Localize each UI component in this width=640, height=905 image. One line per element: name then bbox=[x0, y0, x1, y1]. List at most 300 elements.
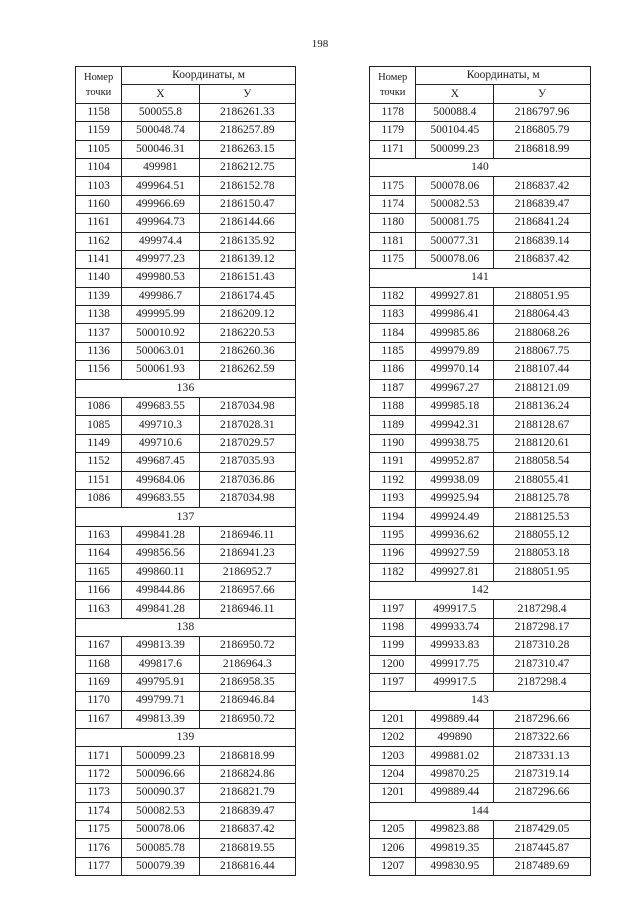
table-row bbox=[76, 581, 296, 599]
x-coordinate-cell: 499917.5 bbox=[416, 600, 494, 618]
point-number-header bbox=[76, 67, 122, 104]
x-coordinate-cell: 499985.86 bbox=[416, 324, 494, 342]
table-row bbox=[370, 600, 591, 618]
y-coordinate-cell: 2186819.55 bbox=[199, 839, 295, 857]
x-header: Х bbox=[122, 85, 199, 103]
x-coordinate-cell: 499938.75 bbox=[416, 434, 494, 452]
table-row bbox=[370, 177, 591, 195]
x-coordinate-cell: 500079.39 bbox=[122, 857, 199, 875]
y-coordinate-cell: 2188068.26 bbox=[494, 324, 591, 342]
x-coordinate-cell: 500099.23 bbox=[416, 140, 494, 158]
x-coordinate-cell: 499986.41 bbox=[416, 306, 494, 324]
x-coordinate-cell: 499980.53 bbox=[122, 269, 199, 287]
x-coordinate-cell: 500082.53 bbox=[416, 195, 494, 213]
point-number-header-line2: точки bbox=[85, 86, 112, 98]
y-coordinate-cell: 2188120.61 bbox=[494, 434, 591, 452]
table-row bbox=[76, 471, 296, 489]
y-coordinate-cell: 2186964.3 bbox=[199, 655, 295, 673]
table-row bbox=[76, 250, 296, 268]
x-coordinate-cell: 499813.39 bbox=[122, 637, 199, 655]
table-row bbox=[370, 545, 591, 563]
table-row bbox=[370, 765, 591, 783]
y-coordinate-cell: 2186816.44 bbox=[199, 857, 295, 875]
y-coordinate-cell: 2186818.99 bbox=[494, 140, 591, 158]
x-coordinate-cell: 499936.62 bbox=[416, 526, 494, 544]
x-coordinate-cell: 499924.49 bbox=[416, 508, 494, 526]
y-header: У bbox=[199, 85, 295, 103]
point-number-cell: 1169 bbox=[76, 673, 122, 691]
x-coordinate-cell: 499856.56 bbox=[122, 545, 199, 563]
x-coordinate-cell: 500078.06 bbox=[416, 177, 494, 195]
point-number-cell: 1206 bbox=[370, 839, 416, 857]
section-row bbox=[76, 618, 296, 636]
y-coordinate-cell: 2186257.89 bbox=[199, 122, 295, 140]
table-row bbox=[370, 637, 591, 655]
y-coordinate-cell: 2186837.42 bbox=[494, 250, 591, 268]
section-number: 143 bbox=[370, 692, 591, 710]
x-coordinate-cell: 499687.45 bbox=[122, 453, 199, 471]
table-row bbox=[76, 361, 296, 379]
point-number-cell: 1201 bbox=[370, 710, 416, 728]
point-number-cell: 1196 bbox=[370, 545, 416, 563]
point-number-cell: 1086 bbox=[76, 489, 122, 507]
table-row bbox=[370, 526, 591, 544]
x-coordinate-cell: 499881.02 bbox=[416, 747, 494, 765]
point-number-cell: 1187 bbox=[370, 379, 416, 397]
y-header: У bbox=[494, 85, 591, 103]
point-number-cell: 1160 bbox=[76, 195, 122, 213]
table-row bbox=[76, 673, 296, 691]
x-coordinate-cell: 499933.74 bbox=[416, 618, 494, 636]
section-number: 139 bbox=[76, 729, 296, 747]
x-coordinate-cell: 500082.53 bbox=[122, 802, 199, 820]
y-coordinate-cell: 2187429.05 bbox=[494, 821, 591, 839]
table-row bbox=[370, 416, 591, 434]
x-coordinate-cell: 500048.74 bbox=[122, 122, 199, 140]
point-number-cell: 1163 bbox=[76, 600, 122, 618]
x-coordinate-cell: 499830.95 bbox=[416, 857, 494, 875]
y-coordinate-cell: 2188125.78 bbox=[494, 489, 591, 507]
point-number-cell: 1185 bbox=[370, 342, 416, 360]
y-coordinate-cell: 2186144.66 bbox=[199, 214, 295, 232]
x-coordinate-cell: 500055.8 bbox=[122, 103, 199, 121]
table-row bbox=[370, 140, 591, 158]
y-coordinate-cell: 2186262.59 bbox=[199, 361, 295, 379]
y-coordinate-cell: 2186261.33 bbox=[199, 103, 295, 121]
y-coordinate-cell: 2188064.43 bbox=[494, 306, 591, 324]
x-coordinate-cell: 499817.6 bbox=[122, 655, 199, 673]
x-coordinate-cell: 499927.59 bbox=[416, 545, 494, 563]
section-row bbox=[370, 158, 591, 176]
y-coordinate-cell: 2186220.53 bbox=[199, 324, 295, 342]
x-coordinate-cell: 499823.88 bbox=[416, 821, 494, 839]
table-row bbox=[370, 122, 591, 140]
x-coordinate-cell: 500078.06 bbox=[122, 821, 199, 839]
point-number-cell: 1193 bbox=[370, 489, 416, 507]
point-number-cell: 1172 bbox=[76, 765, 122, 783]
point-number-cell: 1179 bbox=[370, 122, 416, 140]
point-number-header bbox=[370, 67, 416, 104]
table-row bbox=[76, 398, 296, 416]
y-coordinate-cell: 2186174.45 bbox=[199, 287, 295, 305]
table-row bbox=[76, 269, 296, 287]
point-number-cell: 1166 bbox=[76, 581, 122, 599]
point-number-cell: 1198 bbox=[370, 618, 416, 636]
y-coordinate-cell: 2187310.28 bbox=[494, 637, 591, 655]
point-number-cell: 1140 bbox=[76, 269, 122, 287]
table-row bbox=[76, 140, 296, 158]
point-number-cell: 1192 bbox=[370, 471, 416, 489]
y-coordinate-cell: 2186150.47 bbox=[199, 195, 295, 213]
point-number-cell: 1175 bbox=[370, 250, 416, 268]
table-row bbox=[370, 508, 591, 526]
section-row bbox=[370, 269, 591, 287]
table-row bbox=[76, 195, 296, 213]
point-number-cell: 1200 bbox=[370, 655, 416, 673]
y-coordinate-cell: 2187034.98 bbox=[199, 489, 295, 507]
y-coordinate-cell: 2186952.7 bbox=[199, 563, 295, 581]
table-row bbox=[76, 214, 296, 232]
point-number-cell: 1195 bbox=[370, 526, 416, 544]
point-number-cell: 1173 bbox=[76, 784, 122, 802]
table-row bbox=[76, 342, 296, 360]
x-coordinate-cell: 499710.6 bbox=[122, 434, 199, 452]
table-row bbox=[76, 232, 296, 250]
y-coordinate-cell: 2186139.12 bbox=[199, 250, 295, 268]
x-coordinate-cell: 499889.44 bbox=[416, 784, 494, 802]
x-coordinate-cell: 499819.35 bbox=[416, 839, 494, 857]
y-coordinate-cell: 2186839.14 bbox=[494, 232, 591, 250]
x-coordinate-cell: 499844.86 bbox=[122, 581, 199, 599]
point-number-cell: 1202 bbox=[370, 729, 416, 747]
point-number-cell: 1191 bbox=[370, 453, 416, 471]
y-coordinate-cell: 2188067.75 bbox=[494, 342, 591, 360]
table-row bbox=[370, 287, 591, 305]
table-row bbox=[76, 692, 296, 710]
table-row bbox=[370, 857, 591, 875]
point-number-cell: 1103 bbox=[76, 177, 122, 195]
coordinates-header: Координаты, м bbox=[122, 67, 296, 85]
y-coordinate-cell: 2188055.12 bbox=[494, 526, 591, 544]
point-number-cell: 1180 bbox=[370, 214, 416, 232]
table-row bbox=[370, 379, 591, 397]
point-number-cell: 1203 bbox=[370, 747, 416, 765]
x-coordinate-cell: 499683.55 bbox=[122, 398, 199, 416]
table-row bbox=[76, 765, 296, 783]
x-coordinate-cell: 500046.31 bbox=[122, 140, 199, 158]
y-coordinate-cell: 2188107.44 bbox=[494, 361, 591, 379]
x-coordinate-cell: 499952.87 bbox=[416, 453, 494, 471]
y-coordinate-cell: 2187036.86 bbox=[199, 471, 295, 489]
x-coordinate-cell: 500096.66 bbox=[122, 765, 199, 783]
y-coordinate-cell: 2186837.42 bbox=[494, 177, 591, 195]
x-coordinate-cell: 499799.71 bbox=[122, 692, 199, 710]
y-coordinate-cell: 2186946.11 bbox=[199, 600, 295, 618]
point-number-cell: 1167 bbox=[76, 637, 122, 655]
y-coordinate-cell: 2187296.66 bbox=[494, 710, 591, 728]
point-number-cell: 1176 bbox=[76, 839, 122, 857]
y-coordinate-cell: 2186152.78 bbox=[199, 177, 295, 195]
table-row bbox=[370, 195, 591, 213]
point-number-cell: 1151 bbox=[76, 471, 122, 489]
y-coordinate-cell: 2186950.72 bbox=[199, 710, 295, 728]
x-coordinate-cell: 500104.45 bbox=[416, 122, 494, 140]
x-coordinate-cell: 499683.55 bbox=[122, 489, 199, 507]
point-number-cell: 1184 bbox=[370, 324, 416, 342]
point-number-cell: 1181 bbox=[370, 232, 416, 250]
table-row bbox=[370, 453, 591, 471]
y-coordinate-cell: 2186135.92 bbox=[199, 232, 295, 250]
point-number-cell: 1105 bbox=[76, 140, 122, 158]
section-row bbox=[370, 581, 591, 599]
y-coordinate-cell: 2186805.79 bbox=[494, 122, 591, 140]
table-row bbox=[370, 232, 591, 250]
x-coordinate-cell: 500078.06 bbox=[416, 250, 494, 268]
x-coordinate-cell: 499889.44 bbox=[416, 710, 494, 728]
point-number-cell: 1194 bbox=[370, 508, 416, 526]
x-header: Х bbox=[416, 85, 494, 103]
x-coordinate-cell: 499974.4 bbox=[122, 232, 199, 250]
section-row bbox=[370, 802, 591, 820]
y-coordinate-cell: 2186946.11 bbox=[199, 526, 295, 544]
x-coordinate-cell: 499925.94 bbox=[416, 489, 494, 507]
table-row bbox=[370, 747, 591, 765]
table-row bbox=[370, 324, 591, 342]
point-number-cell: 1186 bbox=[370, 361, 416, 379]
point-number-cell: 1183 bbox=[370, 306, 416, 324]
y-coordinate-cell: 2186950.72 bbox=[199, 637, 295, 655]
table-row bbox=[76, 526, 296, 544]
y-coordinate-cell: 2186941.23 bbox=[199, 545, 295, 563]
x-coordinate-cell: 500085.78 bbox=[122, 839, 199, 857]
y-coordinate-cell: 2187310.47 bbox=[494, 655, 591, 673]
table-row bbox=[76, 802, 296, 820]
y-coordinate-cell: 2186151.43 bbox=[199, 269, 295, 287]
point-number-cell: 1197 bbox=[370, 673, 416, 691]
x-coordinate-cell: 499985.18 bbox=[416, 398, 494, 416]
point-number-cell: 1136 bbox=[76, 342, 122, 360]
x-coordinate-cell: 500090.37 bbox=[122, 784, 199, 802]
x-coordinate-cell: 499964.73 bbox=[122, 214, 199, 232]
coordinates-table-right bbox=[369, 66, 591, 876]
table-row bbox=[370, 361, 591, 379]
x-coordinate-cell: 499927.81 bbox=[416, 287, 494, 305]
y-coordinate-cell: 2187029.57 bbox=[199, 434, 295, 452]
point-number-cell: 1165 bbox=[76, 563, 122, 581]
y-coordinate-cell: 2187298.4 bbox=[494, 673, 591, 691]
section-number: 142 bbox=[370, 581, 591, 599]
coordinates-table-left bbox=[75, 66, 296, 876]
table-row bbox=[76, 655, 296, 673]
y-coordinate-cell: 2186209.12 bbox=[199, 306, 295, 324]
point-number-cell: 1159 bbox=[76, 122, 122, 140]
y-coordinate-cell: 2186212.75 bbox=[199, 158, 295, 176]
table-row bbox=[76, 434, 296, 452]
y-coordinate-cell: 2187319.14 bbox=[494, 765, 591, 783]
table-row bbox=[76, 158, 296, 176]
table-row bbox=[76, 416, 296, 434]
y-coordinate-cell: 2187035.93 bbox=[199, 453, 295, 471]
point-number-cell: 1182 bbox=[370, 563, 416, 581]
section-number: 138 bbox=[76, 618, 296, 636]
point-number-cell: 1205 bbox=[370, 821, 416, 839]
x-coordinate-cell: 499986.7 bbox=[122, 287, 199, 305]
x-coordinate-cell: 499995.99 bbox=[122, 306, 199, 324]
point-number-cell: 1189 bbox=[370, 416, 416, 434]
x-coordinate-cell: 499967.27 bbox=[416, 379, 494, 397]
point-number-cell: 1163 bbox=[76, 526, 122, 544]
point-number-cell: 1177 bbox=[76, 857, 122, 875]
table-row bbox=[370, 729, 591, 747]
table-row bbox=[370, 471, 591, 489]
table-row bbox=[76, 821, 296, 839]
point-number-cell: 1086 bbox=[76, 398, 122, 416]
table-row bbox=[76, 453, 296, 471]
point-number-cell: 1188 bbox=[370, 398, 416, 416]
x-coordinate-cell: 499927.81 bbox=[416, 563, 494, 581]
table-row bbox=[76, 103, 296, 121]
section-number: 144 bbox=[370, 802, 591, 820]
point-number-cell: 1190 bbox=[370, 434, 416, 452]
point-number-cell: 1149 bbox=[76, 434, 122, 452]
y-coordinate-cell: 2186263.15 bbox=[199, 140, 295, 158]
table-row bbox=[76, 122, 296, 140]
y-coordinate-cell: 2186797.96 bbox=[494, 103, 591, 121]
table-row bbox=[370, 250, 591, 268]
table-row bbox=[370, 784, 591, 802]
x-coordinate-cell: 499860.11 bbox=[122, 563, 199, 581]
x-coordinate-cell: 500061.93 bbox=[122, 361, 199, 379]
point-number-cell: 1156 bbox=[76, 361, 122, 379]
point-number-cell: 1174 bbox=[370, 195, 416, 213]
x-coordinate-cell: 500010.92 bbox=[122, 324, 199, 342]
y-coordinate-cell: 2186839.47 bbox=[494, 195, 591, 213]
y-coordinate-cell: 2186837.42 bbox=[199, 821, 295, 839]
section-number: 140 bbox=[370, 158, 591, 176]
x-coordinate-cell: 499890 bbox=[416, 729, 494, 747]
point-number-cell: 1139 bbox=[76, 287, 122, 305]
point-number-cell: 1085 bbox=[76, 416, 122, 434]
point-number-cell: 1207 bbox=[370, 857, 416, 875]
x-coordinate-cell: 499933.83 bbox=[416, 637, 494, 655]
x-coordinate-cell: 499977.23 bbox=[122, 250, 199, 268]
x-coordinate-cell: 499684.06 bbox=[122, 471, 199, 489]
x-coordinate-cell: 500063.01 bbox=[122, 342, 199, 360]
x-coordinate-cell: 499966.69 bbox=[122, 195, 199, 213]
y-coordinate-cell: 2187298.17 bbox=[494, 618, 591, 636]
point-number-cell: 1162 bbox=[76, 232, 122, 250]
section-number: 136 bbox=[76, 379, 296, 397]
y-coordinate-cell: 2188128.67 bbox=[494, 416, 591, 434]
table-row bbox=[370, 306, 591, 324]
point-number-cell: 1137 bbox=[76, 324, 122, 342]
table-row bbox=[76, 857, 296, 875]
y-coordinate-cell: 2186839.47 bbox=[199, 802, 295, 820]
point-number-cell: 1170 bbox=[76, 692, 122, 710]
y-coordinate-cell: 2188055.41 bbox=[494, 471, 591, 489]
table-row bbox=[76, 287, 296, 305]
table-row bbox=[370, 489, 591, 507]
point-number-cell: 1175 bbox=[370, 177, 416, 195]
x-coordinate-cell: 499795.91 bbox=[122, 673, 199, 691]
x-coordinate-cell: 500099.23 bbox=[122, 747, 199, 765]
page-number: 198 bbox=[311, 38, 329, 50]
y-coordinate-cell: 2188125.53 bbox=[494, 508, 591, 526]
table-row bbox=[370, 618, 591, 636]
point-number-cell: 1197 bbox=[370, 600, 416, 618]
y-coordinate-cell: 2186818.99 bbox=[199, 747, 295, 765]
x-coordinate-cell: 500081.75 bbox=[416, 214, 494, 232]
point-number-cell: 1138 bbox=[76, 306, 122, 324]
table-row bbox=[76, 177, 296, 195]
point-number-cell: 1104 bbox=[76, 158, 122, 176]
section-number: 137 bbox=[76, 508, 296, 526]
y-coordinate-cell: 2186946.84 bbox=[199, 692, 295, 710]
table-row bbox=[370, 710, 591, 728]
table-row bbox=[76, 839, 296, 857]
table-row bbox=[370, 563, 591, 581]
point-number-cell: 1171 bbox=[76, 747, 122, 765]
y-coordinate-cell: 2187298.4 bbox=[494, 600, 591, 618]
x-coordinate-cell: 499981 bbox=[122, 158, 199, 176]
x-coordinate-cell: 499841.28 bbox=[122, 600, 199, 618]
table-row bbox=[370, 103, 591, 121]
y-coordinate-cell: 2187034.98 bbox=[199, 398, 295, 416]
point-number-cell: 1171 bbox=[370, 140, 416, 158]
y-coordinate-cell: 2186821.79 bbox=[199, 784, 295, 802]
y-coordinate-cell: 2186958.35 bbox=[199, 673, 295, 691]
table-row bbox=[76, 637, 296, 655]
x-coordinate-cell: 500088.4 bbox=[416, 103, 494, 121]
point-number-cell: 1174 bbox=[76, 802, 122, 820]
x-coordinate-cell: 499938.09 bbox=[416, 471, 494, 489]
table-row bbox=[76, 324, 296, 342]
point-number-cell: 1158 bbox=[76, 103, 122, 121]
point-number-cell: 1141 bbox=[76, 250, 122, 268]
y-coordinate-cell: 2188121.09 bbox=[494, 379, 591, 397]
y-coordinate-cell: 2187489.69 bbox=[494, 857, 591, 875]
x-coordinate-cell: 499942.31 bbox=[416, 416, 494, 434]
table-row bbox=[76, 306, 296, 324]
y-coordinate-cell: 2187331.13 bbox=[494, 747, 591, 765]
x-coordinate-cell: 500077.31 bbox=[416, 232, 494, 250]
y-coordinate-cell: 2188053.18 bbox=[494, 545, 591, 563]
x-coordinate-cell: 499841.28 bbox=[122, 526, 199, 544]
y-coordinate-cell: 2188058.54 bbox=[494, 453, 591, 471]
section-row bbox=[76, 729, 296, 747]
y-coordinate-cell: 2186260.36 bbox=[199, 342, 295, 360]
section-row bbox=[76, 508, 296, 526]
point-number-cell: 1168 bbox=[76, 655, 122, 673]
point-number-cell: 1201 bbox=[370, 784, 416, 802]
table-row bbox=[370, 214, 591, 232]
y-coordinate-cell: 2188051.95 bbox=[494, 287, 591, 305]
table-row bbox=[76, 747, 296, 765]
section-row bbox=[370, 692, 591, 710]
point-number-header-line1: Номер bbox=[378, 71, 408, 83]
x-coordinate-cell: 499917.75 bbox=[416, 655, 494, 673]
point-number-cell: 1204 bbox=[370, 765, 416, 783]
y-coordinate-cell: 2186824.86 bbox=[199, 765, 295, 783]
y-coordinate-cell: 2187296.66 bbox=[494, 784, 591, 802]
point-number-cell: 1199 bbox=[370, 637, 416, 655]
y-coordinate-cell: 2186957.66 bbox=[199, 581, 295, 599]
point-number-header-line2: точки bbox=[379, 86, 406, 98]
table-row bbox=[370, 342, 591, 360]
x-coordinate-cell: 499917.5 bbox=[416, 673, 494, 691]
x-coordinate-cell: 499979.89 bbox=[416, 342, 494, 360]
table-row bbox=[76, 545, 296, 563]
